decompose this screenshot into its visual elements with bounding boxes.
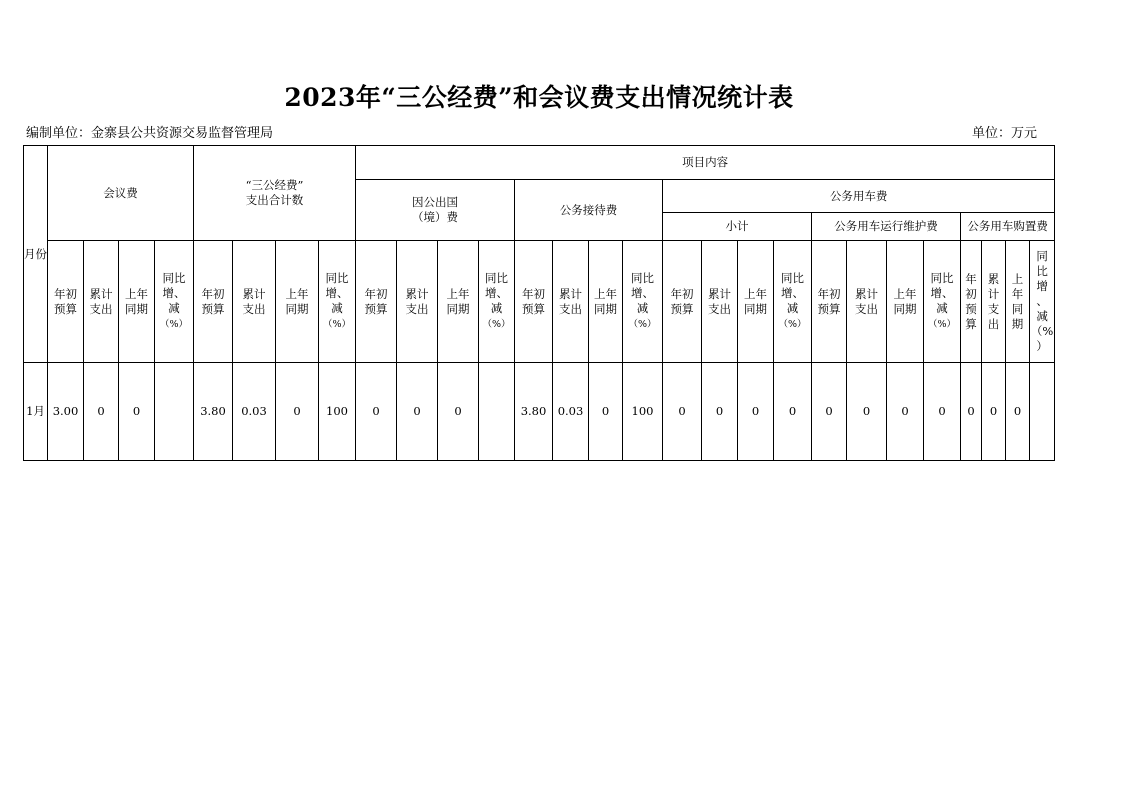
subheader-line: 年初 [364, 286, 388, 301]
meeting-fee-header: 会议费 [48, 146, 194, 241]
subheader-line: 上年 [125, 286, 148, 301]
purchase-budget-subheader [961, 241, 982, 363]
data-cell: 0.03 [553, 363, 589, 461]
month-cell: 1月 [24, 363, 48, 461]
subheader-line: 同比 [162, 271, 186, 285]
subheader-char: 预 [965, 301, 977, 316]
subheader-line: 上年 [446, 286, 470, 301]
subheader-line: 同比 [485, 271, 509, 285]
subheader-line: 增、 [162, 286, 186, 300]
subheader-line: 同比 [631, 271, 655, 285]
project-content-header: 项目内容 [356, 146, 1055, 180]
currency-unit: 单位：万元 [972, 126, 1038, 141]
subheader-char: 增 [1036, 279, 1048, 293]
vehicle-purchase-header: 公务用车购置费 [961, 213, 1055, 241]
subheader-line: 累计 [89, 286, 113, 301]
subheader-line: 累计 [708, 286, 732, 301]
meeting-last-year-subheader [119, 241, 155, 363]
data-cell: 3.80 [515, 363, 553, 461]
subheader-line: （%） [778, 319, 807, 330]
subheader-line: 支出 [405, 301, 429, 316]
subheader-char: 比 [1036, 264, 1048, 278]
data-cell: 0 [438, 363, 479, 461]
subheader-line: 支出 [89, 301, 113, 316]
subheader-line: 同比 [930, 271, 954, 285]
data-cell: 0 [774, 363, 812, 461]
data-cell: 0 [847, 363, 887, 461]
subheader-line: 减 [786, 301, 799, 315]
subheader-line: 同期 [893, 301, 917, 316]
subheader-char: 年 [1011, 286, 1024, 301]
subheader-line: 支出 [708, 301, 732, 316]
subheader-line: 预算 [817, 301, 841, 316]
subheader-line: 上年 [744, 286, 768, 301]
subheader-char: 年 [965, 271, 977, 286]
subheader-line: 增、 [781, 286, 805, 300]
subheader-line: 年初 [522, 286, 546, 301]
subtotal-yoy-subheader [774, 241, 812, 363]
compile-unit: 编制单位：金寨县公共资源交易监督管理局 [26, 126, 274, 141]
vehicle-fee-header: 公务用车费 [663, 180, 1055, 213]
three-public-line2: 支出合计数 [245, 193, 304, 207]
subheader-line: （%） [159, 319, 189, 330]
subheader-char: 计 [987, 286, 1000, 301]
abroad-line1: 因公出国 [412, 195, 459, 209]
statistics-table [23, 145, 1055, 461]
subheader-line: 同期 [285, 301, 309, 316]
subheader-char: 出 [987, 316, 1000, 331]
subtotal-cumulative-subheader [702, 241, 738, 363]
data-cell: 0 [982, 363, 1006, 461]
data-cell: 0 [812, 363, 847, 461]
subheader-line: 同期 [744, 301, 768, 316]
subheader-line: 预算 [522, 301, 546, 316]
data-cell: 0 [397, 363, 438, 461]
subheader-line: 增、 [930, 286, 954, 300]
three-public-yoy-subheader [319, 241, 356, 363]
data-cell: 0 [887, 363, 924, 461]
subheader-line: 上年 [893, 286, 917, 301]
subheader-line: 预算 [201, 301, 225, 316]
subheader-line: （%） [628, 319, 657, 330]
subheader-line: 同期 [594, 301, 618, 316]
meeting-cumulative-subheader [84, 241, 119, 363]
subheader-line: 累计 [242, 286, 266, 301]
subheader-char: 累 [987, 271, 1000, 286]
subheader-char: 初 [965, 286, 977, 301]
abroad-yoy-subheader [479, 241, 515, 363]
data-cell [1030, 363, 1055, 461]
abroad-budget-subheader [356, 241, 397, 363]
subheader-line: 减 [490, 301, 503, 315]
reception-last-year-subheader [589, 241, 623, 363]
subheader-line: 累计 [855, 286, 879, 301]
data-cell: 0 [924, 363, 961, 461]
reception-budget-subheader [515, 241, 553, 363]
data-cell: 0 [589, 363, 623, 461]
purchase-last-year-subheader [1006, 241, 1030, 363]
data-cell: 0 [738, 363, 774, 461]
maintenance-cumulative-subheader [847, 241, 887, 363]
subheader-line: 年初 [670, 286, 694, 301]
data-cell: 3.80 [194, 363, 233, 461]
subheader-line: 减 [936, 301, 948, 315]
subheader-line: 支出 [242, 301, 266, 316]
data-cell: 0 [356, 363, 397, 461]
subheader-line: 年初 [54, 286, 77, 301]
abroad-last-year-subheader [438, 241, 479, 363]
meeting-budget-subheader [48, 241, 84, 363]
subheader-line: 上年 [285, 286, 309, 301]
data-cell: 0 [663, 363, 702, 461]
vehicle-maintenance-header: 公务用车运行维护费 [812, 213, 961, 241]
three-public-last-year-subheader [276, 241, 319, 363]
purchase-yoy-subheader [1030, 241, 1055, 363]
subheader-line: 同期 [125, 301, 148, 316]
maintenance-yoy-subheader [924, 241, 961, 363]
subheader-line: 累计 [405, 286, 429, 301]
subheader-line: 同比 [781, 271, 805, 285]
subheader-line: （%） [482, 319, 511, 330]
subheader-line: 预算 [54, 301, 77, 316]
subheader-line: 支出 [855, 301, 879, 316]
subheader-line: 增、 [631, 286, 655, 300]
subheader-char: 、 [1036, 294, 1048, 308]
reception-yoy-subheader [623, 241, 663, 363]
subheader-char: （% [1030, 324, 1054, 338]
data-cell: 0.03 [233, 363, 276, 461]
subheader-line: 减 [636, 301, 649, 315]
month-header: 月份 [24, 146, 48, 363]
data-cell: 100 [623, 363, 663, 461]
purchase-cumulative-subheader [982, 241, 1006, 363]
abroad-line2: （境）费 [412, 210, 459, 224]
subheader-char: 同 [1011, 301, 1024, 316]
subheader-char: 减 [1036, 309, 1048, 323]
data-cell: 0 [84, 363, 119, 461]
subheader-line: （%） [322, 319, 352, 330]
subheader-char: ） [1036, 339, 1048, 353]
maintenance-budget-subheader [812, 241, 847, 363]
subheader-line: （%） [928, 319, 957, 330]
data-cell: 100 [319, 363, 356, 461]
subheader-char: 算 [965, 316, 977, 331]
subheader-line: 预算 [364, 301, 388, 316]
subheader-char: 上 [1011, 271, 1024, 286]
abroad-fee-header [356, 180, 515, 241]
data-cell [155, 363, 194, 461]
reception-fee-header: 公务接待费 [515, 180, 663, 241]
subheader-char: 支 [987, 301, 1000, 316]
data-cell: 0 [1006, 363, 1030, 461]
subheader-line: 增、 [485, 286, 509, 300]
subheader-line: 同比 [325, 271, 349, 285]
data-cell [479, 363, 515, 461]
subheader-line: 累计 [559, 286, 583, 301]
data-cell: 0 [119, 363, 155, 461]
three-public-line1: “三公经费” [245, 178, 304, 192]
data-cell: 0 [276, 363, 319, 461]
abroad-cumulative-subheader [397, 241, 438, 363]
subheader-char: 同 [1036, 249, 1048, 263]
meeting-yoy-subheader [155, 241, 194, 363]
subtotal-header: 小计 [663, 213, 812, 241]
data-cell: 3.00 [48, 363, 84, 461]
subheader-line: 年初 [817, 286, 841, 301]
subheader-line: 预算 [670, 301, 694, 316]
reception-cumulative-subheader [553, 241, 589, 363]
subheader-line: 减 [331, 301, 343, 315]
subtotal-budget-subheader [663, 241, 702, 363]
subheader-line: 同期 [446, 301, 470, 316]
page-title: 2023年“三公经费”和会议费支出情况统计表 [284, 83, 794, 112]
subheader-line: 减 [168, 301, 180, 315]
subheader-line: 上年 [594, 286, 618, 301]
subheader-line: 年初 [201, 286, 225, 301]
subheader-line: 增、 [325, 286, 349, 300]
maintenance-last-year-subheader [887, 241, 924, 363]
data-cell: 0 [702, 363, 738, 461]
subheader-char: 期 [1011, 316, 1024, 331]
three-public-cumulative-subheader [233, 241, 276, 363]
data-cell: 0 [961, 363, 982, 461]
three-public-header [194, 146, 356, 241]
subheader-line: 支出 [559, 301, 583, 316]
three-public-budget-subheader [194, 241, 233, 363]
subtotal-last-year-subheader [738, 241, 774, 363]
